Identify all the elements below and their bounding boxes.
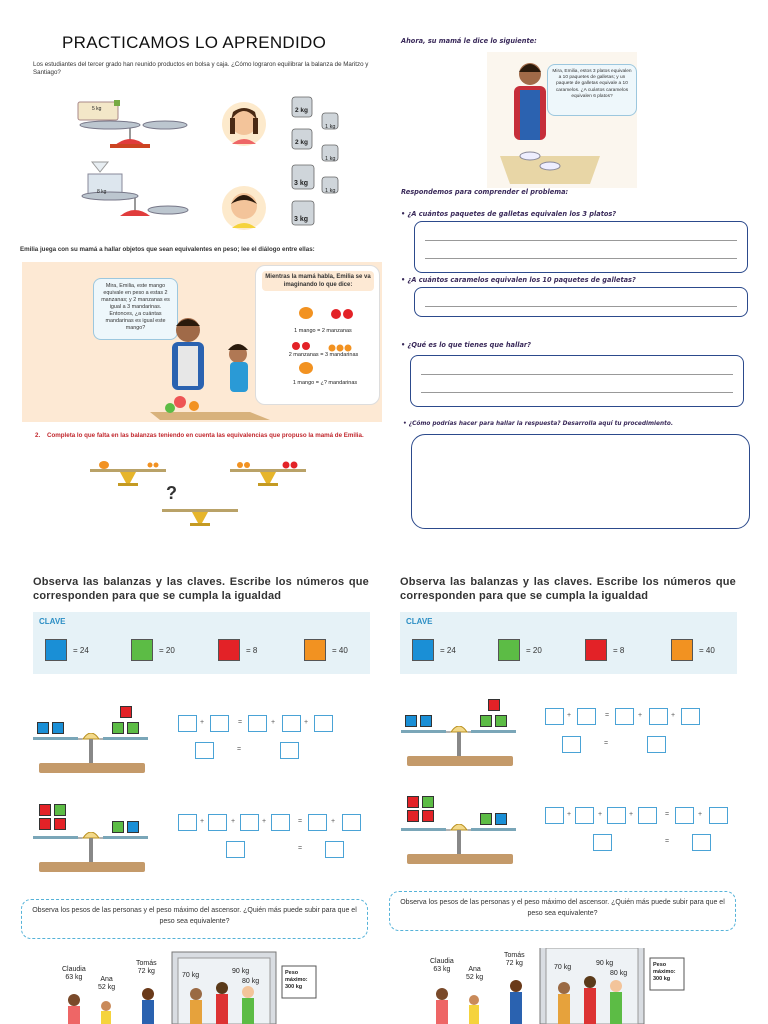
equivalence-2: 2 manzanas = 3 mandarinas — [288, 352, 359, 358]
key-blue-value: = 24 — [440, 646, 456, 655]
page-title: PRACTICAMOS LO APRENDIDO — [62, 33, 327, 52]
weight-label: 3 kg — [294, 180, 309, 187]
key-green-square — [498, 639, 520, 661]
weight-label: 1 kg — [325, 156, 336, 162]
max-weight-sign: Peso máximo: 300 kg — [653, 962, 676, 982]
key-red-value: = 8 — [613, 646, 625, 655]
answer-box[interactable] — [692, 834, 711, 851]
instruction-heading: Observa las balanzas y las claves. Escribe los números que corresponden para que se cumpla la igualdad — [400, 576, 736, 602]
answer-box[interactable] — [615, 708, 634, 725]
answer-box-1[interactable] — [414, 221, 748, 273]
answer-box[interactable] — [649, 708, 668, 725]
key-blue-square — [45, 639, 67, 661]
answer-box[interactable] — [681, 708, 700, 725]
key-green-square — [131, 639, 153, 661]
answer-box[interactable] — [647, 736, 666, 753]
instruction-heading: Observa las balanzas y las claves. Escribe los números que corresponden para que se cumpla la igualdad — [33, 576, 369, 602]
answer-box[interactable] — [282, 715, 301, 732]
answer-box[interactable] — [280, 742, 299, 759]
answer-box[interactable] — [575, 807, 594, 824]
question-2-text: Completa lo que falta en las balanzas teniendo en cuenta las equivalencias que propuso la mamá de Emilia. — [47, 432, 364, 439]
answer-box[interactable] — [208, 814, 227, 831]
weight-label: 1 kg — [325, 124, 336, 130]
weight-label: 3 kg — [294, 216, 309, 223]
answer-box[interactable] — [195, 742, 214, 759]
answer-box[interactable] — [607, 807, 626, 824]
question-mark: ? — [166, 483, 177, 503]
key-orange-value: = 40 — [699, 646, 715, 655]
inside-weight: 80 kg — [610, 970, 628, 977]
thought-caption: Mientras la mamá habla, Emilia se va imaginando lo que dice: — [262, 271, 374, 291]
balance-1 — [401, 699, 521, 774]
answer-box[interactable] — [325, 841, 344, 858]
clave-label: CLAVE — [406, 617, 433, 626]
fruit-balances — [90, 455, 310, 530]
intro-text: Los estudiantes del tercer grado han reunido productos en bolsa y caja. ¿Cómo lograron equilibrar la balanza de Maritzo y Santiago? — [33, 61, 369, 77]
answer-box[interactable] — [545, 708, 564, 725]
answer-box[interactable] — [248, 715, 267, 732]
key-orange-square — [304, 639, 326, 661]
weight-label: 2 kg — [295, 139, 309, 146]
key-red-value: = 8 — [246, 646, 258, 655]
key-green-value: = 20 — [526, 646, 542, 655]
clave-panel — [33, 612, 370, 674]
answer-box[interactable] — [577, 708, 596, 725]
question-caramelos: • ¿A cuántos caramelos equivalen los 10 paquetes de galletas? — [401, 276, 636, 284]
elevator-scene: Claudia 63 kg Ana 52 kg Tomás 72 kg 70 kg 90 kg 80 kg Peso máximo: 300 kg — [44, 948, 324, 1024]
question-galletas: • ¿A cuántos paquetes de galletas equivalen los 3 platos? — [401, 210, 617, 218]
weight-label: 2 kg — [295, 107, 309, 114]
inside-weight: 90 kg — [232, 968, 250, 975]
inside-weight: 70 kg — [182, 972, 200, 979]
answer-box[interactable] — [178, 814, 197, 831]
elevator-question: Observa los pesos de las personas y el peso máximo del ascensor. ¿Quién más puede subir para que el peso sea equivalente? — [389, 891, 736, 931]
answer-box-2[interactable] — [414, 287, 748, 317]
question-number: 2. — [35, 432, 41, 439]
equivalence-1: 1 mango = 2 manzanas — [294, 328, 352, 334]
bag-weight: 5 kg — [92, 106, 102, 112]
inside-weight: 70 kg — [554, 964, 572, 971]
box-weight: 8 kg — [97, 189, 107, 195]
answer-box[interactable] — [178, 715, 197, 732]
clave-panel — [400, 612, 737, 674]
answer-box-3[interactable] — [410, 355, 744, 407]
balance-2 — [401, 796, 521, 871]
fruits-illustration — [290, 304, 360, 384]
weights-illustration — [290, 93, 350, 233]
answer-box[interactable] — [709, 807, 728, 824]
answer-box[interactable] — [638, 807, 657, 824]
answer-box[interactable] — [314, 715, 333, 732]
inside-weight: 90 kg — [596, 960, 614, 967]
balance-1 — [33, 703, 153, 778]
weight-label: 1 kg — [325, 188, 336, 194]
answer-box[interactable] — [562, 736, 581, 753]
answer-box[interactable] — [226, 841, 245, 858]
key-blue-value: = 24 — [73, 646, 89, 655]
equivalence-3: 1 mango = ¿? mandarinas — [292, 380, 358, 386]
answer-box[interactable] — [593, 834, 612, 851]
question-hallar: • ¿Qué es lo que tienes que hallar? — [401, 341, 532, 349]
key-red-square — [585, 639, 607, 661]
inside-weight: 80 kg — [242, 978, 260, 985]
girl-avatar — [222, 98, 266, 152]
answer-box[interactable] — [545, 807, 564, 824]
boy-avatar — [222, 184, 266, 234]
key-orange-value: = 40 — [332, 646, 348, 655]
key-red-square — [218, 639, 240, 661]
answer-box[interactable] — [342, 814, 361, 831]
key-orange-square — [671, 639, 693, 661]
right-header: Ahora, su mamá le dice lo siguiente: — [401, 37, 537, 45]
answer-box[interactable] — [308, 814, 327, 831]
emilia-text: Emilia juega con su mamá a hallar objetos que sean equivalentes en peso; lee el diálogo entre ellas: — [20, 246, 315, 253]
key-green-value: = 20 — [159, 646, 175, 655]
answer-box[interactable] — [210, 715, 229, 732]
procedure-box[interactable] — [411, 434, 750, 529]
scale-bag-illustration — [70, 98, 200, 154]
mom-speech-bubble: Mira, Emilia, este mango equivale en peso a estas 2 manzanas; y 2 manzanas es igual a 3 mandarinas. Entonces, ¿a cuántas mandarinas es igual este mango? — [93, 278, 178, 340]
balance-2 — [33, 800, 153, 875]
elevator-scene: Claudia 63 kg Ana 52 kg Tomás 72 kg 70 kg 90 kg 80 kg Peso máximo: 300 kg — [412, 948, 692, 1024]
answer-box[interactable] — [271, 814, 290, 831]
answer-box[interactable] — [675, 807, 694, 824]
elevator-question: Observa los pesos de las personas y el peso máximo del ascensor. ¿Quién más puede subir para que el peso sea equivalente? — [21, 899, 368, 939]
clave-label: CLAVE — [39, 617, 66, 626]
mom-speech-bubble-2: Mira, Emilia, estos 3 platos equivalen a 10 paquetes de galletas; y un paquete de galletas equivale a 10 caramelos. ¿A cuántos caramelos equivalen 6 platos? — [547, 64, 637, 116]
question-procedimiento: • ¿Cómo podrías hacer para hallar la respuesta? Desarrolla aquí tu procedimiento. — [403, 421, 674, 427]
respond-header: Respondemos para comprender el problema: — [401, 188, 569, 196]
answer-box[interactable] — [240, 814, 259, 831]
max-weight-sign: Peso máximo: 300 kg — [285, 970, 308, 990]
key-blue-square — [412, 639, 434, 661]
